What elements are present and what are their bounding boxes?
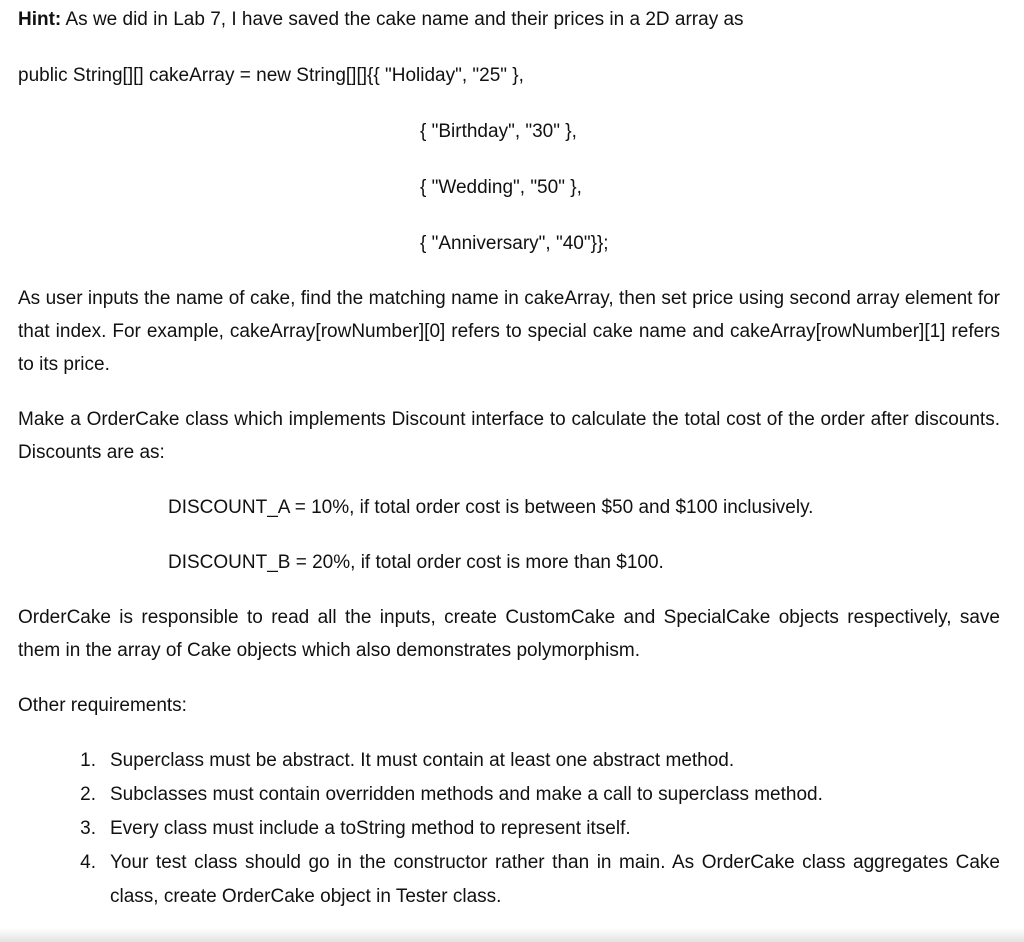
code-line-2: { "Birthday", "30" }, [420, 121, 577, 142]
code-line-4: { "Anniversary", "40"}}; [420, 233, 609, 254]
requirement-text: Superclass must be abstract. It must contain at least one abstract method. [110, 750, 735, 771]
hint-text: As we did in Lab 7, I have saved the cake name and their prices in a 2D array as [61, 9, 744, 30]
discount-a: DISCOUNT_A = 10%, if total order cost is between $50 and $100 inclusively. [168, 497, 814, 518]
paragraph-other-requirements: Other requirements: [18, 695, 187, 716]
requirement-number: 1. [80, 750, 96, 771]
requirement-text: Your test class should go in the constructor rather than in main. As OrderCake class aggregates Cake class, create OrderCake object in Tester class. [110, 852, 1000, 907]
requirements-list [18, 744, 1000, 914]
code-line-3: { "Wedding", "50" }, [420, 177, 582, 198]
requirement-item [18, 846, 1000, 914]
requirement-item [18, 812, 1000, 846]
requirement-item [18, 778, 1000, 812]
requirement-text: Every class must include a toString method to represent itself. [110, 818, 631, 839]
requirement-item [18, 744, 1000, 778]
document-body [18, 3, 1000, 914]
paragraph-input: As user inputs the name of cake, find the matching name in cakeArray, then set price using second array element for that index. For example, cakeArray[rowNumber][0] refers to special cake name and cakeArray[rowNumber][1] refers to its price. [18, 288, 1000, 375]
code-line-1: public String[][] cakeArray = new String[][]{{ "Holiday", "25" }, [18, 65, 524, 86]
requirement-number: 2. [80, 784, 96, 805]
hint-line [18, 3, 1000, 36]
hint-label: Hint: [18, 9, 62, 30]
requirement-text: Subclasses must contain overridden methods and make a call to superclass method. [110, 784, 823, 805]
paragraph-ordercake: Make a OrderCake class which implements Discount interface to calculate the total cost of the order after discounts. Discounts are as: [18, 409, 1000, 463]
discount-b: DISCOUNT_B = 20%, if total order cost is more than $100. [168, 552, 664, 573]
paragraph-responsible: OrderCake is responsible to read all the inputs, create CustomCake and SpecialCake objects respectively, save them in the array of Cake objects which also demonstrates polymorphism. [18, 607, 1000, 661]
bottom-edge-shadow [0, 928, 1024, 942]
requirement-number: 4. [80, 852, 96, 873]
requirement-number: 3. [80, 818, 96, 839]
